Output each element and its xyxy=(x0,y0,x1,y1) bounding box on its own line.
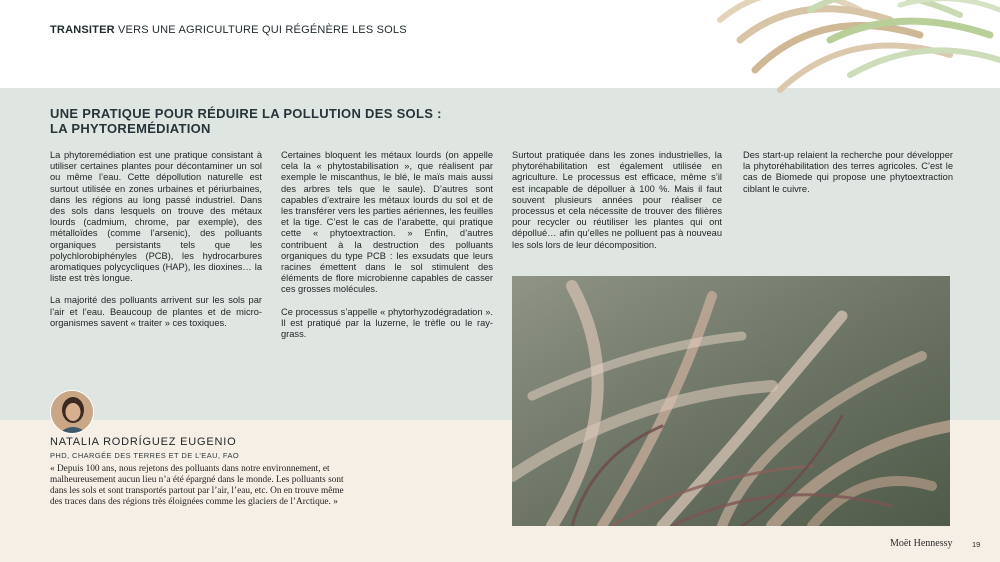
running-head xyxy=(50,24,407,36)
speaker-portrait xyxy=(50,390,94,434)
running-head-rest: VERS UNE AGRICULTURE QUI RÉGÉNÈRE LES SOLS xyxy=(114,24,407,36)
section-title xyxy=(50,106,470,136)
paragraph: Des start-up relaient la recherche pour développer la phytoréhabilitation des terres agricoles. C’est le cas de Biomede qui propose une phytoextraction ciblant le cuivre. xyxy=(743,150,953,194)
text-column-3 xyxy=(512,150,722,262)
grass-plumes-photo xyxy=(512,276,950,526)
swirl-ornament-icon xyxy=(700,0,1000,100)
paragraph: La phytoremédiation est une pratique consistant à utiliser certaines plantes pour décontaminer un sol ou même l’eau. Cette dépollution naturelle est surtout utilisée en zones urbaines et périurbaines, dans les régions au long passé industriel. Dans des sols dans lesquels on trouve des métaux lourds (cadmium, chrome, par exemple), des métalloïdes (comme l’arsenic), des polluants organiques persistants tels que les polychlorobiphényles (PCB), les hydrocarbures aromatiques polycycliques (HAP), les dioxines… la liste est très longue. xyxy=(50,150,262,284)
page-number: 19 xyxy=(972,540,981,549)
text-column-4 xyxy=(743,150,953,206)
text-column-2 xyxy=(281,150,493,351)
section-title-line-1: UNE PRATIQUE POUR RÉDUIRE LA POLLUTION DES SOLS : xyxy=(50,106,442,121)
paragraph: Surtout pratiquée dans les zones industrielles, la phytoréhabilitation est également utilisée en agriculture. Le processus est efficace, même s’il est incapable de dépolluer à 100 %. Mais il faut souvent plusieurs années pour réaliser ce processus et cela nécessite de trouver des filières pour recycler ou réutiliser les plantes qui ont dépollué… afin qu’elles ne polluent pas à nouveau les sols lors de leur décomposition. xyxy=(512,150,722,250)
paragraph: La majorité des polluants arrivent sur les sols par l’air et l’eau. Beaucoup de plantes et de micro-organismes savent « traiter » ces toxiques. xyxy=(50,295,262,328)
brand-name: Moët Hennessy xyxy=(890,538,953,549)
section-title-line-2: LA PHYTOREMÉDIATION xyxy=(50,121,211,136)
running-head-strong: TRANSITER xyxy=(50,24,115,36)
paragraph: Certaines bloquent les métaux lourds (on appelle cela la « phytostabilisation », que réalisent par exemple le miscanthus, le blé, le maïs mais aussi des arbres tels que le saule). D’autres sont capables d’extraire les métaux lourds du sol et de les transférer vers les parties aériennes, les feuilles et la tige. C’est le cas de l’arabette, qui pratique cette « phytoextraction. » Enfin, d’autres contribuent à la destruction des polluants organiques du type PCB : les exsudats que leurs racines émettent dans le sol stimulent des éléments de flore microbienne capables de casser ces grosses molécules. xyxy=(281,150,493,295)
speaker-quote: « Depuis 100 ans, nous rejetons des polluants dans notre environnement, et malheureusement aucun lieu n’a été épargné dans le monde. Les polluants sont dans les sols et sont transportés partout par l’air, l’eau, etc. On en trouve même des traces dans des régions très éloignées comme les glaciers de l’Arctique. » xyxy=(50,464,344,507)
portrait-icon xyxy=(51,391,94,434)
speaker-role: PHD, CHARGÉE DES TERRES ET DE L’EAU, FAO xyxy=(50,451,240,460)
speaker-name: NATALIA RODRÍGUEZ EUGENIO xyxy=(50,436,237,448)
grass-plumes-icon xyxy=(512,276,950,526)
paragraph: Ce processus s’appelle « phytorhyzodégradation ». Il est pratiqué par la luzerne, le trèfle ou le ray-grass. xyxy=(281,306,493,340)
text-column-1 xyxy=(50,150,262,340)
